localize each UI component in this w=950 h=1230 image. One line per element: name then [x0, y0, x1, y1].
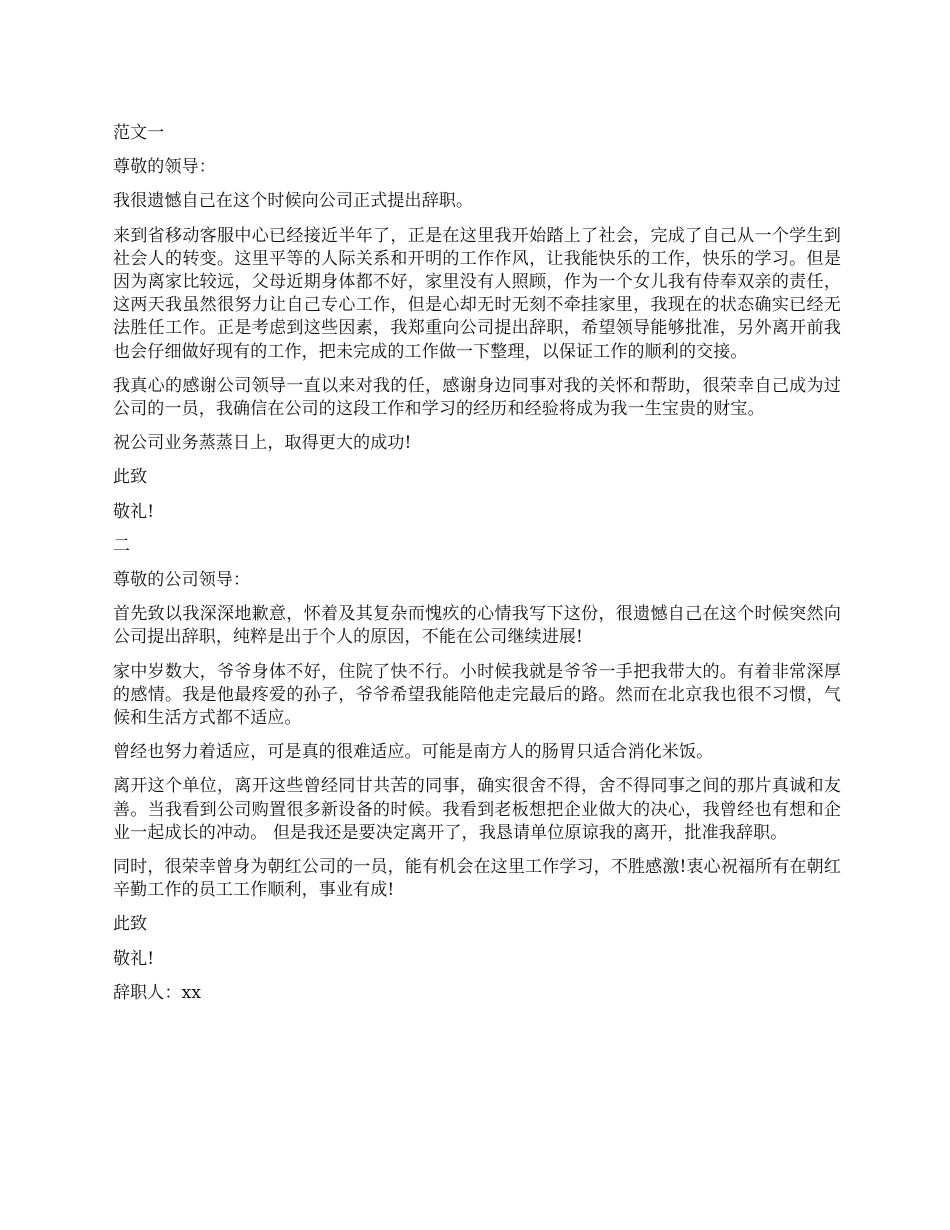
paragraph: 同时，很荣幸曾身为朝红公司的一员，能有机会在这里工作学习，不胜感激!衷心祝福所有在朝红辛勤工作的员工工作顺利，事业有成! — [113, 857, 841, 901]
paragraph: 我真心的感谢公司领导一直以来对我的任，感谢身边同事对我的关怀和帮助，很荣幸自己成为过公司的一员，我确信在公司的这段工作和学习的经历和经验将成为我一生宝贵的财宝。 — [113, 375, 841, 420]
document-body — [113, 122, 841, 1016]
paragraph: 我很遗憾自己在这个时候向公司正式提出辞职。 — [113, 191, 474, 212]
paragraph: 来到省移动客服中心已经接近半年了，正是在这里我开始踏上了社会，完成了自己从一个学生到社会人的转变。这里平等的人际关系和开明的工作作风，让我能快乐的工作，快乐的学习。但是因为离家比较远，父母近期身体都不好，家里没有人照顾，作为一个女儿我有侍奉双亲的责任，这两天我虽然很努力让自己专心工作，但是心却无时无刻不牵挂家里，我现在的状态确实已经无法胜任工作。正是考虑到这些因素，我郑重向公司提出辞职，希望领导能够批准，另外离开前我也会仔细做好现有的工作，把未完成的工作做一下整理，以保证工作的顺利的交接。 — [113, 225, 841, 362]
paragraph: 祝公司业务蒸蒸日上，取得更大的成功! — [113, 433, 412, 454]
paragraph: 曾经也努力着适应，可是真的很难适应。可能是南方人的肠胃只适合消化米饭。 — [113, 742, 714, 763]
heading-sample-two: 二 — [113, 535, 131, 556]
closing-line: 此致 — [113, 914, 148, 935]
closing-salute: 敬礼! — [113, 948, 155, 969]
paragraph: 首先致以我深深地歉意，怀着及其复杂而愧疚的心情我写下这份，很遗憾自己在这个时候突然向公司提出辞职，纯粹是出于个人的原因，不能在公司继续进展! — [113, 604, 841, 648]
salutation: 尊敬的领导： — [113, 157, 216, 178]
paragraph: 离开这个单位，离开这些曾经同甘共苦的同事，确实很舍不得，舍不得同事之间的那片真诚和友善。当我看到公司购置很多新设备的时候。我看到老板想把企业做大的决心，我曾经也有想和企业一起成长的冲动。 但是我还是要决定离开了，我恳请单位原谅我的离开，批准我辞职。 — [113, 776, 841, 843]
closing-line: 此致 — [113, 467, 148, 488]
heading-sample-one: 范文一 — [113, 123, 165, 143]
signature-line: 辞职人：xx — [113, 982, 202, 1003]
salutation: 尊敬的公司领导： — [113, 570, 251, 591]
closing-salute: 敬礼! — [113, 501, 155, 522]
paragraph: 家中岁数大，爷爷身体不好，住院了快不行。小时候我就是爷爷一手把我带大的。有着非常深厚的感情。我是他最疼爱的孙子，爷爷希望我能陪他走完最后的路。然而在北京我也很不习惯，气候和生活方式都不适应。 — [113, 661, 841, 729]
